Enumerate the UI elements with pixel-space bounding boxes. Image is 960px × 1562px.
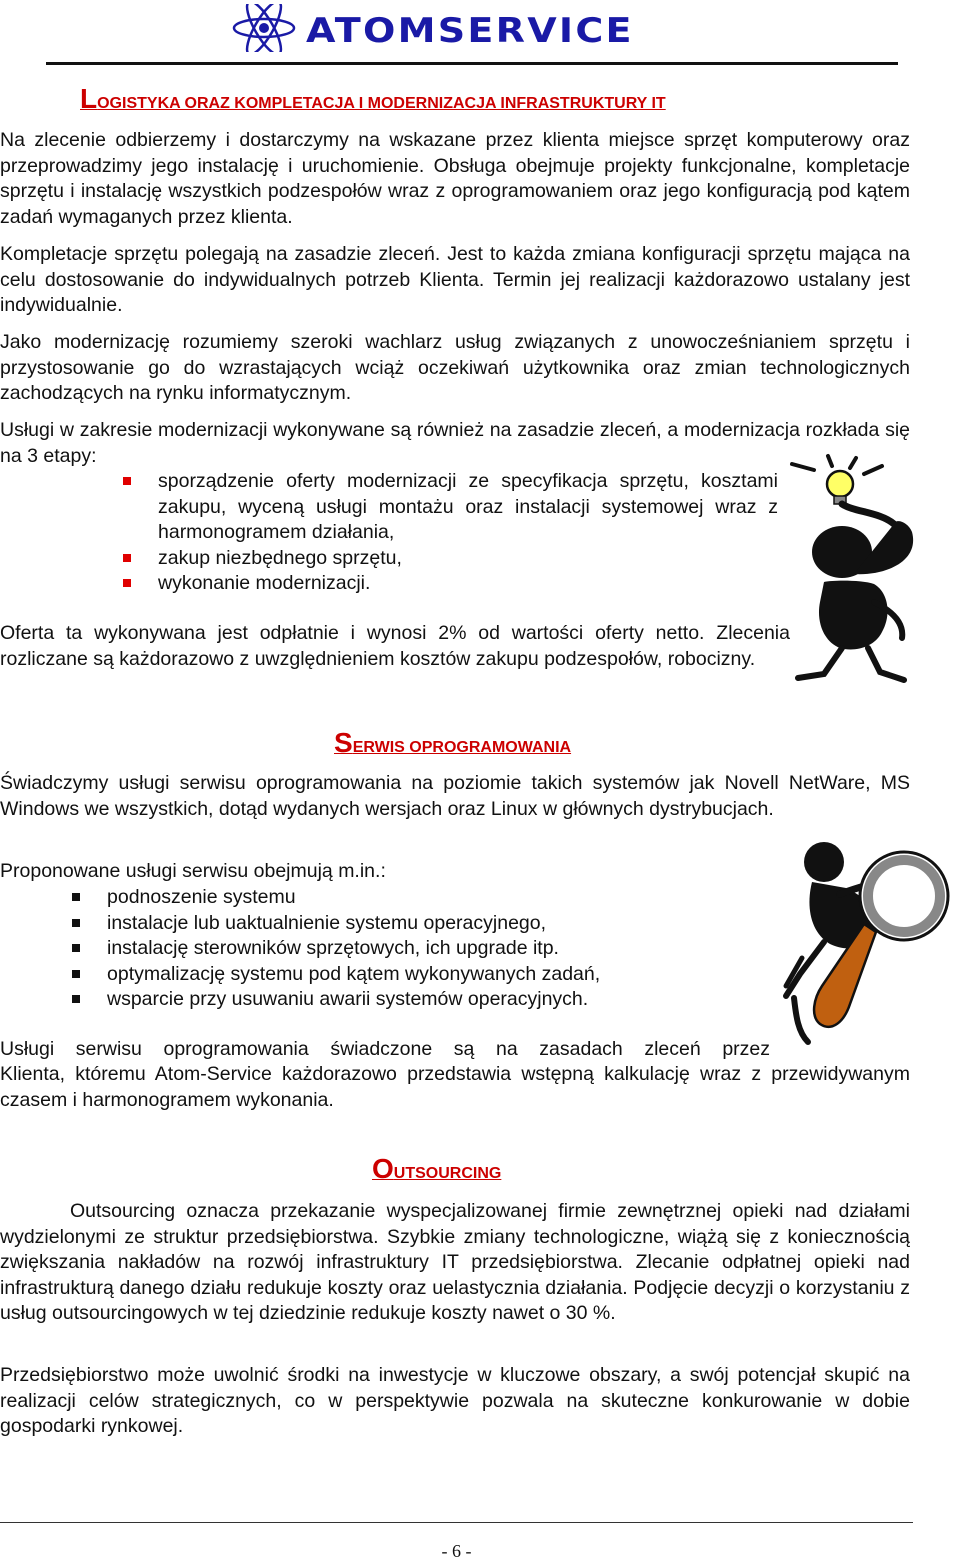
footer-divider: [0, 1522, 913, 1523]
magnifier-figure-icon: [780, 836, 960, 1048]
list-item: optymalizację systemu pod kątem wykonywanych zadań,: [107, 962, 727, 988]
header-divider: [46, 62, 898, 65]
software-services-list: [107, 885, 727, 1013]
list-item: zakup niezbędnego sprzętu,: [158, 546, 778, 572]
page-number: - 6 -: [441, 1541, 472, 1561]
section-heading-software: SERWIS OPROGRAMOWANIA: [334, 727, 572, 758]
paragraph: Przedsiębiorstwo może uwolnić środki na inwestycje w kluczowe obszary, a swój potencjał skupić na realizacji celów strategicznych, co w perspektywie pozwala na skuteczne konkurowanie w dobie gospodarki rynkowej.: [0, 1364, 910, 1437]
logo-text: ATOMSERVICE: [306, 11, 634, 51]
idea-figure-icon: [784, 452, 944, 684]
paragraph: Jako modernizację rozumiemy szeroki wachlarz usług związanych z unowocześnianiem sprzętu i przystosowanie go do wzrastających wciąż oczekiwań użytkownika oraz zmian technologicznych zachodzących na rynku informatycznym.: [0, 331, 910, 404]
paragraph: Na zlecenie odbierzemy i dostarczymy na wskazane przez klienta miejsce sprzęt komputerowy oraz przeprowadzimy jego instalację i uruchomienie. Obsługa obejmuje projekty funkcjonalne, kompletacje sprzętu i instalację wszystkich podzespołów wraz z oprogramowaniem oraz jego konfiguracją pod kątem zadań wymaganych przez klienta.: [0, 129, 910, 228]
section-heading-logistics: LOGISTYKA ORAZ KOMPLETACJA I MODERNIZACJA INFRASTRUKTURY IT: [80, 83, 666, 114]
list-item: sporządzenie oferty modernizacji ze specyfikacja sprzętu, kosztami zakupu, wyceną usługi montażu oraz instalacji systemowej wraz z harmonogramem działania,: [158, 469, 778, 546]
paragraph: Proponowane usługi serwisu obejmują m.in.:: [0, 860, 386, 882]
paragraph: Outsourcing oznacza przekazanie wyspecjalizowanej firmie zewnętrznej opieki nad działami wydzielonymi ze struktur przedsiębiorstwa. Szybkie zmiany technologiczne, wiążą się z koniecznością zwiększania nakładów na rozwój infrastruktury IT przedsiębiorstwa. Zlecanie odpłatnej opieki nad infrastrukturą danego działu redukuje koszty oraz uelastycznia działania. Podjęcie decyzji o korzystaniu z usług outsourcingowych w tej dziedzinie redukuje koszty nawet o 30 %.: [0, 1200, 910, 1324]
list-item: wsparcie przy usuwaniu awarii systemów operacyjnych.: [107, 987, 727, 1013]
paragraph: Oferta ta wykonywana jest odpłatnie i wynosi 2% od wartości oferty netto. Zlecenia rozliczane są każdorazowo z uwzględnieniem kosztów zakupu podzespołów, robocizny.: [0, 622, 790, 670]
list-item: instalacje lub uaktualnienie systemu operacyjnego,: [107, 911, 727, 937]
modernization-steps-list: [158, 469, 778, 597]
section-heading-outsourcing: OUTSOURCING: [372, 1153, 502, 1184]
paragraph: Usługi serwisu oprogramowania świadczone są na zasadach zleceń przez: [0, 1038, 770, 1060]
paragraph: Usługi w zakresie modernizacji wykonywane są również na zasadzie zleceń, a modernizacja rozkłada się na 3 etapy:: [0, 419, 910, 467]
list-item: podnoszenie systemu: [107, 885, 727, 911]
paragraph: Kompletacje sprzętu polegają na zasadzie zleceń. Jest to każda zmiana konfiguracji sprzętu mająca na celu dostosowanie do indywidualnych potrzeb Klienta. Termin jej realizacji każdorazowo ustalany jest indywidualnie.: [0, 243, 910, 316]
atom-icon: [232, 4, 296, 52]
list-item: instalację sterowników sprzętowych, ich upgrade itp.: [107, 936, 727, 962]
list-item: wykonanie modernizacji.: [158, 571, 778, 597]
paragraph: Klienta, któremu Atom-Service każdorazowo przedstawia wstępną kalkulację wraz z przewidywanym czasem i harmonogramem wykonania.: [0, 1063, 910, 1111]
page-header: [0, 0, 960, 70]
paragraph: Świadczymy usługi serwisu oprogramowania na poziomie takich systemów jak Novell NetWare, MS Windows we wszystkich, dotąd wydanych wersjach oraz Linux w głównych dystrybucjach.: [0, 772, 910, 820]
